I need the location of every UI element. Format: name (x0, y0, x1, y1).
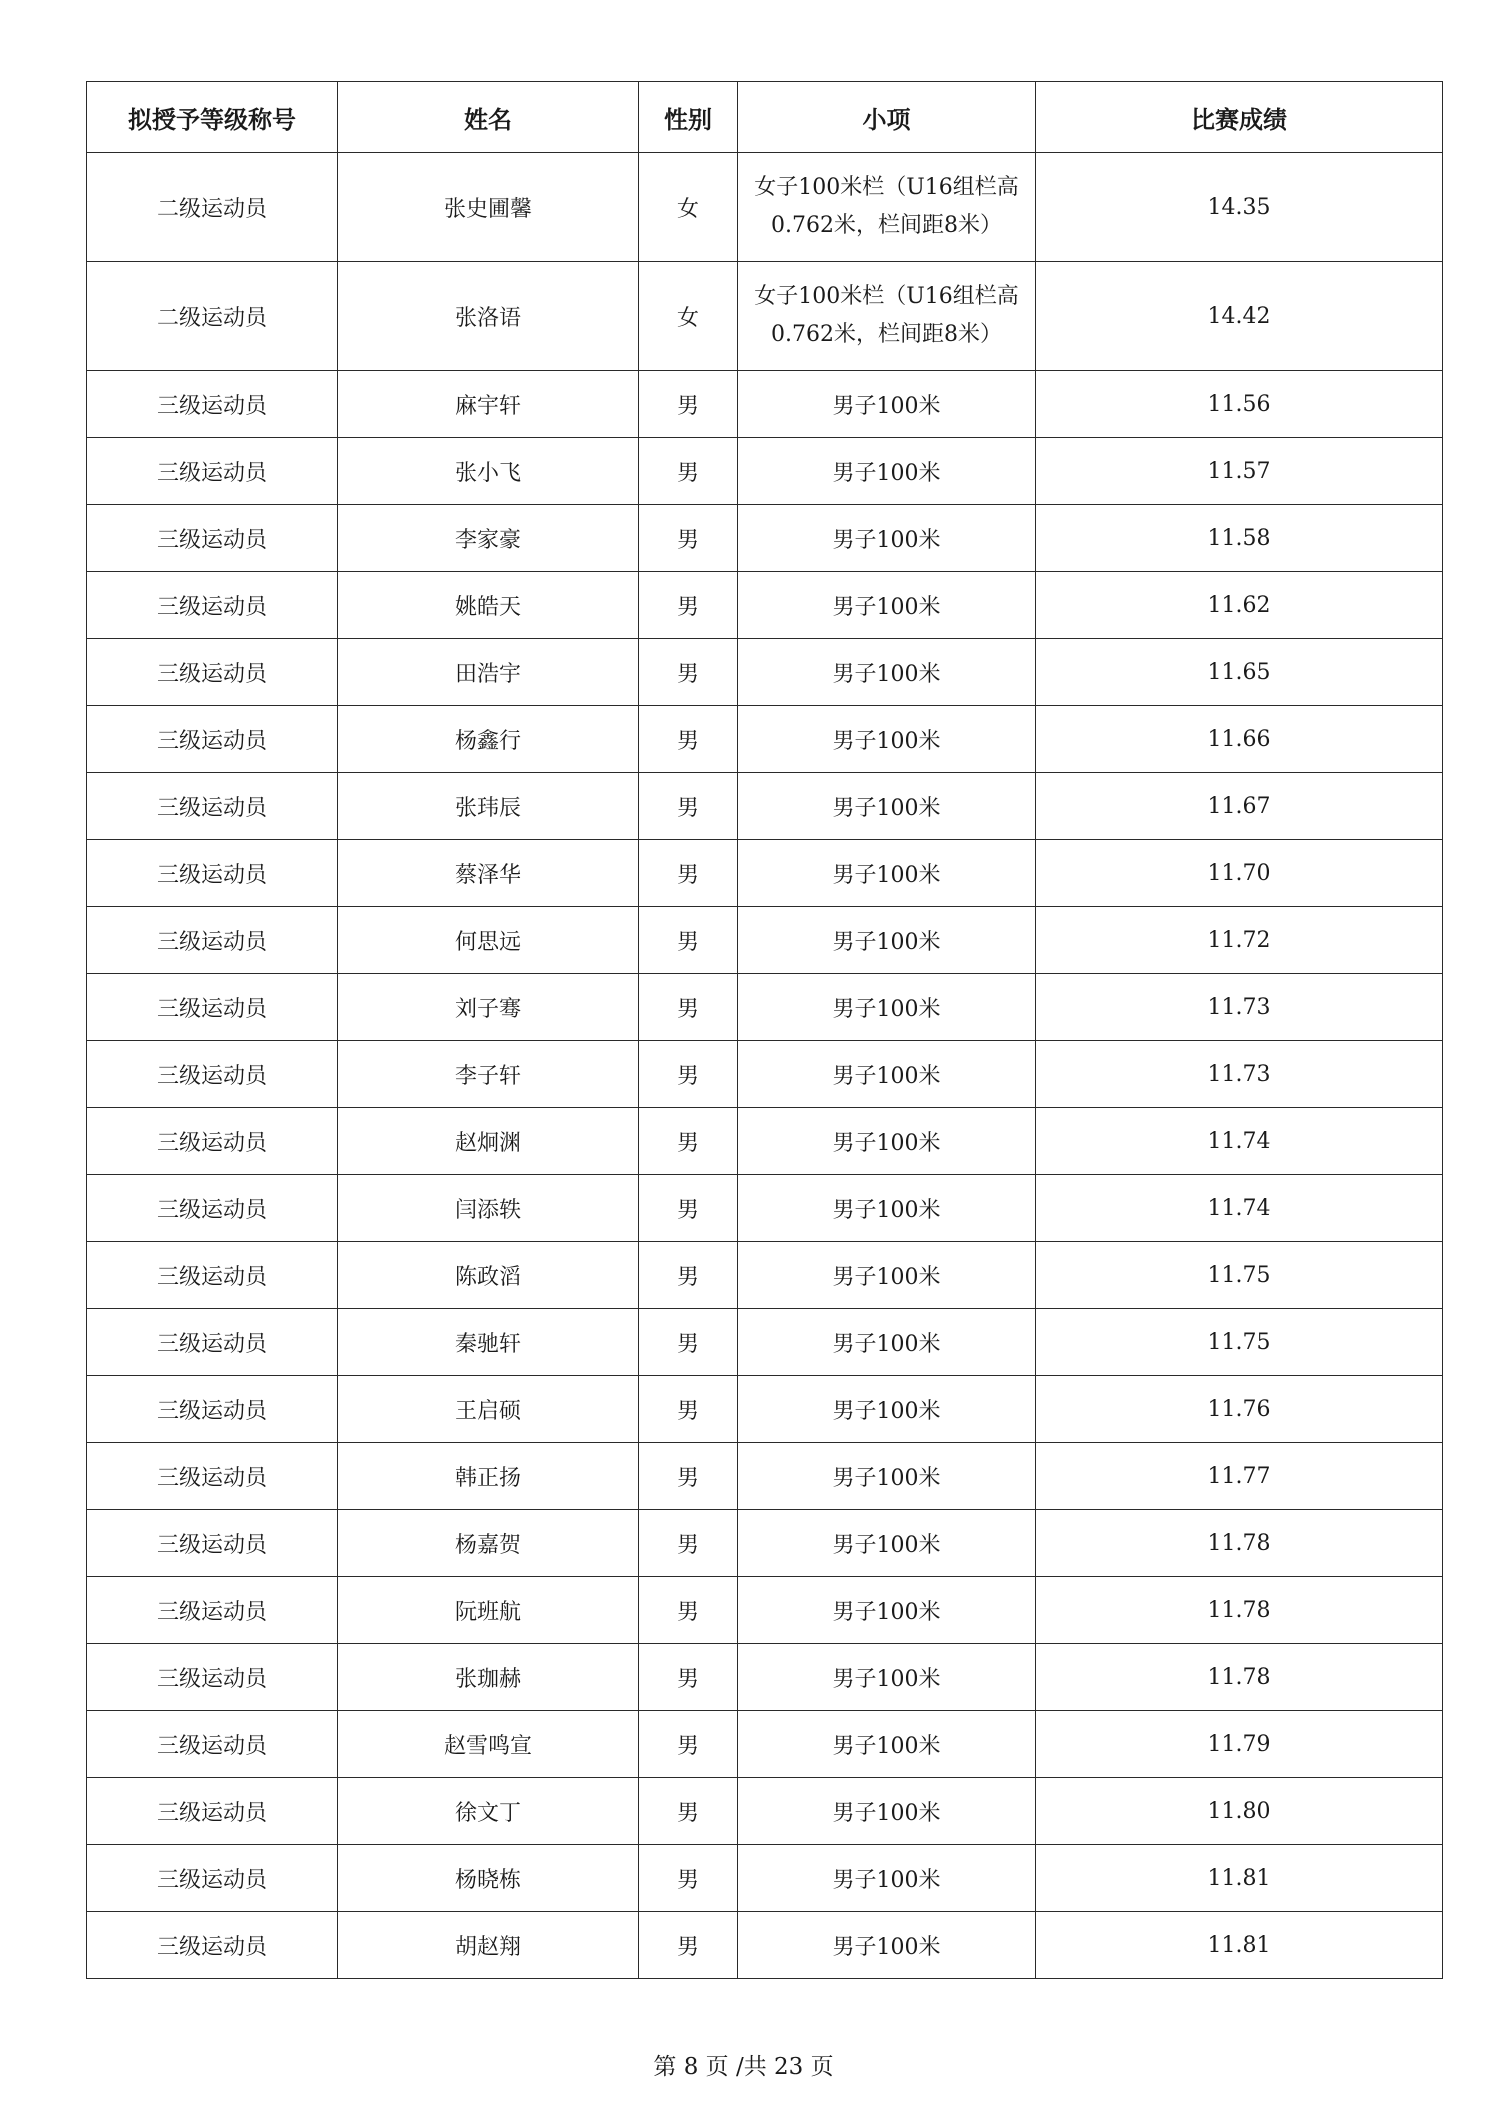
cell-athlete-name: 秦驰轩 (338, 1309, 639, 1376)
table-row (87, 907, 1443, 974)
cell-event: 男子100米 (738, 1577, 1036, 1644)
cell-gender: 男 (639, 1309, 738, 1376)
table-row (87, 505, 1443, 572)
header-result: 比赛成绩 (1036, 82, 1443, 153)
table-row (87, 1443, 1443, 1510)
cell-gender: 男 (639, 1845, 738, 1912)
cell-event: 男子100米 (738, 1376, 1036, 1443)
cell-event: 男子100米 (738, 371, 1036, 438)
table-body (87, 153, 1443, 1979)
cell-athlete-name: 杨嘉贺 (338, 1510, 639, 1577)
cell-gender: 男 (639, 438, 738, 505)
cell-athlete-name: 赵雪鸣宣 (338, 1711, 639, 1778)
cell-event: 男子100米 (738, 1309, 1036, 1376)
cell-grade-title: 三级运动员 (87, 1577, 338, 1644)
cell-event: 男子100米 (738, 1778, 1036, 1845)
cell-event: 男子100米 (738, 907, 1036, 974)
cell-event (738, 262, 1036, 371)
cell-athlete-name: 张小飞 (338, 438, 639, 505)
cell-gender: 男 (639, 1510, 738, 1577)
cell-result: 11.67 (1036, 773, 1443, 840)
cell-result: 14.42 (1036, 262, 1443, 371)
cell-grade-title: 三级运动员 (87, 1644, 338, 1711)
table-row (87, 371, 1443, 438)
cell-grade-title: 三级运动员 (87, 974, 338, 1041)
cell-result: 11.73 (1036, 1041, 1443, 1108)
cell-grade-title: 三级运动员 (87, 1443, 338, 1510)
cell-gender: 男 (639, 974, 738, 1041)
cell-grade-title: 三级运动员 (87, 1041, 338, 1108)
cell-athlete-name: 闫添轶 (338, 1175, 639, 1242)
cell-gender: 男 (639, 1711, 738, 1778)
cell-event: 男子100米 (738, 1711, 1036, 1778)
table-row (87, 262, 1443, 371)
cell-grade-title: 三级运动员 (87, 706, 338, 773)
header-event: 小项 (738, 82, 1036, 153)
header-name: 姓名 (338, 82, 639, 153)
cell-athlete-name: 麻宇轩 (338, 371, 639, 438)
cell-gender: 男 (639, 907, 738, 974)
athlete-grade-table (86, 81, 1443, 1979)
cell-event: 男子100米 (738, 1912, 1036, 1979)
cell-athlete-name: 张珈赫 (338, 1644, 639, 1711)
cell-gender: 男 (639, 1041, 738, 1108)
cell-grade-title: 三级运动员 (87, 639, 338, 706)
cell-gender: 男 (639, 1778, 738, 1845)
cell-result: 11.77 (1036, 1443, 1443, 1510)
table-row (87, 1175, 1443, 1242)
table-row (87, 1242, 1443, 1309)
cell-gender: 男 (639, 706, 738, 773)
cell-athlete-name: 赵炯渊 (338, 1108, 639, 1175)
table-header-row (87, 82, 1443, 153)
table-row (87, 1711, 1443, 1778)
table-row (87, 1778, 1443, 1845)
table-row (87, 974, 1443, 1041)
cell-result: 11.78 (1036, 1577, 1443, 1644)
cell-event: 男子100米 (738, 1108, 1036, 1175)
cell-result: 11.81 (1036, 1845, 1443, 1912)
cell-grade-title: 三级运动员 (87, 1510, 338, 1577)
cell-event: 男子100米 (738, 1845, 1036, 1912)
table-row (87, 1577, 1443, 1644)
cell-result: 11.72 (1036, 907, 1443, 974)
event-text: 女子100米栏（U16组栏高0.762米，栏间距8米） (754, 175, 1019, 238)
cell-result: 11.62 (1036, 572, 1443, 639)
cell-event: 男子100米 (738, 1443, 1036, 1510)
header-grade-title: 拟授予等级称号 (87, 82, 338, 153)
cell-athlete-name: 姚皓天 (338, 572, 639, 639)
cell-result: 11.73 (1036, 974, 1443, 1041)
cell-athlete-name: 王启硕 (338, 1376, 639, 1443)
cell-result: 11.74 (1036, 1108, 1443, 1175)
table-row (87, 1644, 1443, 1711)
table-row (87, 1510, 1443, 1577)
cell-result: 11.76 (1036, 1376, 1443, 1443)
cell-result: 11.81 (1036, 1912, 1443, 1979)
cell-gender: 男 (639, 1175, 738, 1242)
cell-result: 11.57 (1036, 438, 1443, 505)
cell-event: 男子100米 (738, 505, 1036, 572)
cell-athlete-name: 张玮辰 (338, 773, 639, 840)
event-text: 女子100米栏（U16组栏高0.762米，栏间距8米） (754, 284, 1019, 347)
cell-result: 11.80 (1036, 1778, 1443, 1845)
cell-grade-title: 二级运动员 (87, 153, 338, 262)
cell-grade-title: 三级运动员 (87, 371, 338, 438)
cell-result: 11.75 (1036, 1242, 1443, 1309)
table-row (87, 1912, 1443, 1979)
cell-event: 男子100米 (738, 572, 1036, 639)
cell-grade-title: 二级运动员 (87, 262, 338, 371)
cell-grade-title: 三级运动员 (87, 840, 338, 907)
cell-grade-title: 三级运动员 (87, 1711, 338, 1778)
cell-athlete-name: 胡赵翔 (338, 1912, 639, 1979)
cell-athlete-name: 田浩宇 (338, 639, 639, 706)
cell-result: 11.75 (1036, 1309, 1443, 1376)
cell-grade-title: 三级运动员 (87, 572, 338, 639)
cell-gender: 男 (639, 1443, 738, 1510)
page-number: 第 8 页 /共 23 页 (653, 2054, 834, 2080)
cell-event: 男子100米 (738, 639, 1036, 706)
table-row (87, 840, 1443, 907)
cell-result: 11.70 (1036, 840, 1443, 907)
cell-athlete-name: 杨晓栋 (338, 1845, 639, 1912)
table-row (87, 153, 1443, 262)
cell-athlete-name: 张洛语 (338, 262, 639, 371)
cell-gender: 男 (639, 371, 738, 438)
cell-grade-title: 三级运动员 (87, 907, 338, 974)
cell-athlete-name: 韩正扬 (338, 1443, 639, 1510)
cell-gender: 男 (639, 505, 738, 572)
table-row (87, 639, 1443, 706)
cell-event: 男子100米 (738, 1175, 1036, 1242)
cell-athlete-name: 张史圃馨 (338, 153, 639, 262)
cell-gender: 男 (639, 1376, 738, 1443)
header-gender: 性别 (639, 82, 738, 153)
cell-grade-title: 三级运动员 (87, 773, 338, 840)
cell-athlete-name: 蔡泽华 (338, 840, 639, 907)
cell-athlete-name: 阮班航 (338, 1577, 639, 1644)
cell-event: 男子100米 (738, 773, 1036, 840)
cell-gender: 女 (639, 262, 738, 371)
cell-athlete-name: 徐文丁 (338, 1778, 639, 1845)
cell-event: 男子100米 (738, 1644, 1036, 1711)
table-row (87, 773, 1443, 840)
cell-grade-title: 三级运动员 (87, 1912, 338, 1979)
cell-event: 男子100米 (738, 438, 1036, 505)
cell-athlete-name: 杨鑫行 (338, 706, 639, 773)
cell-gender: 男 (639, 639, 738, 706)
cell-result: 11.74 (1036, 1175, 1443, 1242)
cell-gender: 男 (639, 1912, 738, 1979)
table-row (87, 1108, 1443, 1175)
cell-grade-title: 三级运动员 (87, 1242, 338, 1309)
cell-event: 男子100米 (738, 974, 1036, 1041)
table-row (87, 706, 1443, 773)
cell-event: 男子100米 (738, 840, 1036, 907)
cell-athlete-name: 李子轩 (338, 1041, 639, 1108)
table-row (87, 1041, 1443, 1108)
cell-grade-title: 三级运动员 (87, 1309, 338, 1376)
cell-result: 11.58 (1036, 505, 1443, 572)
cell-gender: 男 (639, 1108, 738, 1175)
cell-grade-title: 三级运动员 (87, 1108, 338, 1175)
cell-result: 11.79 (1036, 1711, 1443, 1778)
cell-grade-title: 三级运动员 (87, 505, 338, 572)
cell-event: 男子100米 (738, 1510, 1036, 1577)
cell-gender: 男 (639, 840, 738, 907)
cell-athlete-name: 刘子骞 (338, 974, 639, 1041)
cell-result: 11.78 (1036, 1510, 1443, 1577)
cell-result: 11.66 (1036, 706, 1443, 773)
cell-event: 男子100米 (738, 1041, 1036, 1108)
cell-gender: 男 (639, 1577, 738, 1644)
cell-event: 男子100米 (738, 706, 1036, 773)
cell-result: 11.56 (1036, 371, 1443, 438)
cell-result: 14.35 (1036, 153, 1443, 262)
table-row (87, 438, 1443, 505)
cell-grade-title: 三级运动员 (87, 1845, 338, 1912)
table-row (87, 1376, 1443, 1443)
cell-grade-title: 三级运动员 (87, 438, 338, 505)
cell-event: 男子100米 (738, 1242, 1036, 1309)
table-row (87, 1845, 1443, 1912)
cell-grade-title: 三级运动员 (87, 1376, 338, 1443)
cell-result: 11.78 (1036, 1644, 1443, 1711)
cell-athlete-name: 陈政滔 (338, 1242, 639, 1309)
cell-gender: 男 (639, 1242, 738, 1309)
cell-gender: 男 (639, 572, 738, 639)
table-row (87, 572, 1443, 639)
cell-grade-title: 三级运动员 (87, 1175, 338, 1242)
cell-gender: 男 (639, 1644, 738, 1711)
table-row (87, 1309, 1443, 1376)
cell-event (738, 153, 1036, 262)
cell-result: 11.65 (1036, 639, 1443, 706)
cell-gender: 女 (639, 153, 738, 262)
cell-athlete-name: 何思远 (338, 907, 639, 974)
cell-grade-title: 三级运动员 (87, 1778, 338, 1845)
cell-gender: 男 (639, 773, 738, 840)
cell-athlete-name: 李家豪 (338, 505, 639, 572)
